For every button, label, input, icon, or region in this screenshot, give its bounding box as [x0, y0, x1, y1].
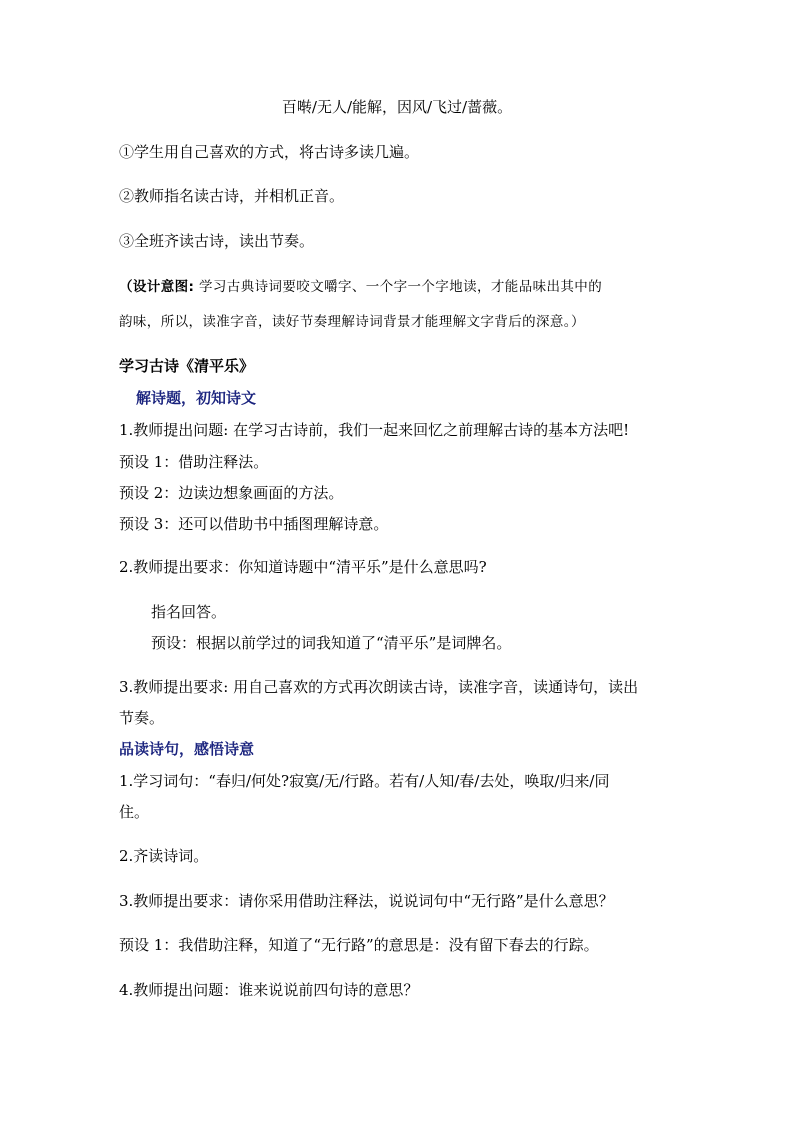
question-3-line-1: 3.教师提出要求: 用自己喜欢的方式再次朗读古诗，读准字音，读通诗句，读出 — [119, 678, 639, 696]
design-intent-line-1 — [119, 277, 602, 297]
question-2: 2.教师提出要求：你知道诗题中“清平乐”是什么意思吗? — [119, 558, 487, 576]
question-3-line-2: 节奏。 — [119, 709, 165, 727]
preset-1-3: 预设 3：还可以借助书中插图理解诗意。 — [119, 515, 389, 533]
point-1-line-2: 住。 — [119, 803, 150, 821]
step-3: ③全班齐读古诗，读出节奏。 — [119, 232, 315, 250]
step-2: ②教师指名读古诗，并相机正音。 — [119, 187, 345, 205]
point-3: 3.教师提出要求：请你采用借助注释法，说说词句中“无行路”是什么意思？ — [119, 892, 614, 910]
question-2-preset: 预设：根据以前学过的词我知道了“清平乐”是词牌名。 — [151, 634, 512, 652]
preset-1-1: 预设 1：借助注释法。 — [119, 453, 269, 471]
design-intent-line-2: 韵味，所以，读准字音，读好节奏理解诗词背景才能理解文字背后的深意。） — [119, 314, 585, 330]
point-2: 2.齐读诗词。 — [119, 847, 209, 865]
subheading-1: 解诗题，初知诗文 — [136, 389, 257, 407]
question-2-answer: 指名回答。 — [151, 603, 227, 621]
preset-1-2: 预设 2：边读边想象画面的方法。 — [119, 484, 344, 502]
point-1-line-1: 1.学习词句：“春归/何处?寂寞/无/行路。若有/人知/春/去处，唤取/归来/同 — [119, 772, 610, 790]
step-1: ①学生用自己喜欢的方式，将古诗多读几遍。 — [119, 143, 420, 161]
design-intent-label: （设计意图: — [119, 279, 195, 295]
subheading-2: 品读诗句，感悟诗意 — [119, 740, 255, 758]
section-title: 学习古诗《清平乐》 — [119, 357, 255, 375]
design-intent-text-1: 学习古典诗词要咬文嚼字、一个字一个字地读，才能品味出其中的 — [194, 279, 603, 295]
question-1: 1.教师提出问题: 在学习古诗前，我们一起来回忆之前理解古诗的基本方法吧! — [119, 421, 630, 439]
point-4: 4.教师提出问题：谁来说说前四句诗的意思？ — [119, 981, 419, 999]
poem-rhythm-line: 百啭/无人/能解，因风/飞过/蔷薇。 — [281, 98, 513, 116]
point-3-preset: 预设 1：我借助注释，知道了“无行路”的意思是：没有留下春去的行踪。 — [119, 936, 599, 954]
